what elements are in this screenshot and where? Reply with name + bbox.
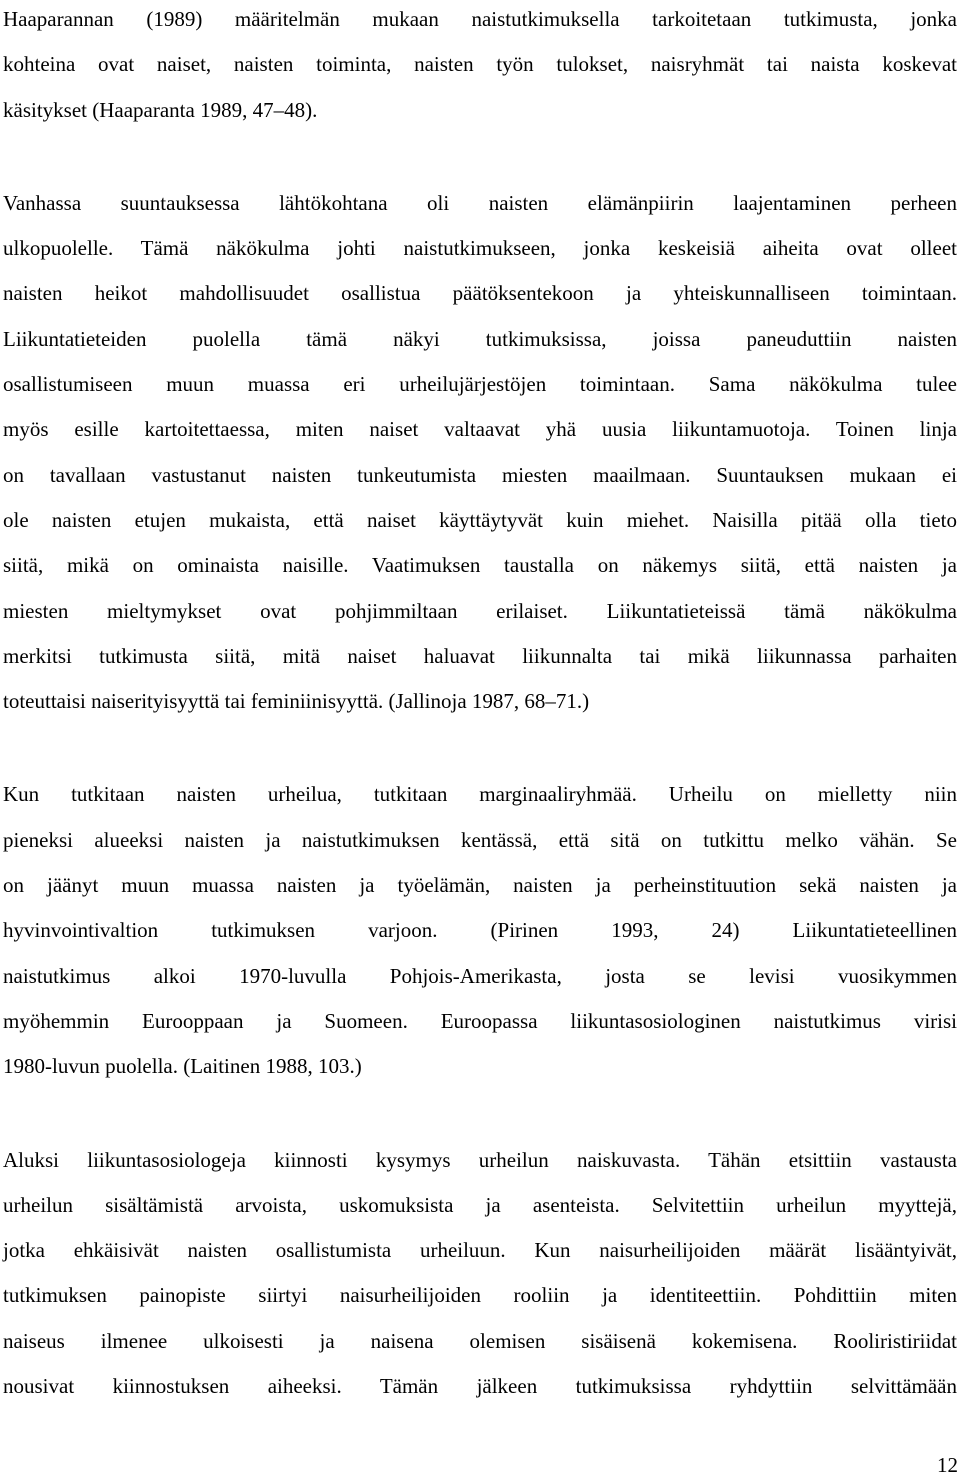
text-line: ulkopuolelle. Tämä näkökulma johti naistutkimukseen, jonka keskeisiä aiheita ovat olleet: [3, 236, 957, 261]
text-line: nousivat kiinnostuksen aiheeksi. Tämän jälkeen tutkimuksissa ryhdyttiin selvittämään: [3, 1374, 957, 1399]
paragraph: [3, 1147, 957, 1419]
text-line: tutkimuksen painopiste siirtyi naisurheilijoiden rooliin ja identiteettiin. Pohdittiin miten: [3, 1283, 957, 1308]
text-line: osallistumiseen muun muassa eri urheilujärjestöjen toimintaan. Sama näkökulma tulee: [3, 372, 957, 397]
text-line: myös esille kartoitettaessa, miten naiset valtaavat yhä uusia liikuntamuotoja. Toinen linja: [3, 417, 957, 442]
page-number: 12: [937, 1453, 958, 1477]
text-line: naisten heikot mahdollisuudet osallistua päätöksentekoon ja yhteiskunnalliseen toimintaan.: [3, 281, 957, 306]
text-line: ole naisten etujen mukaista, että naiset käyttäytyvät kuin miehet. Naisilla pitää olla tieto: [3, 507, 957, 532]
paragraph: [3, 781, 957, 1098]
text-line: on tavallaan vastustanut naisten tunkeutumista miesten maailmaan. Suuntauksen mukaan ei: [3, 462, 957, 487]
text-line: hyvinvointivaltion tutkimuksen varjoon. (Pirinen 1993, 24) Liikuntatieteellinen: [3, 918, 957, 943]
text-line: naiseus ilmenee ulkoisesti ja naisena olemisen sisäisenä kokemisena. Rooliristiriidat: [3, 1328, 957, 1353]
text-line: merkitsi tutkimusta siitä, mitä naiset haluavat liikunnalta tai mikä liikunnassa parhaiten: [3, 643, 957, 668]
paragraph: [3, 6, 957, 142]
paragraph-gap: [3, 1099, 957, 1147]
paragraph-gap: [3, 733, 957, 781]
text-line: Vanhassa suuntauksessa lähtökohtana oli naisten elämänpiirin laajentaminen perheen: [3, 190, 957, 215]
text-line: urheilun sisältämistä arvoista, uskomuksista ja asenteista. Selvitettiin urheilun myyttejä,: [3, 1192, 957, 1217]
text-line: kohteina ovat naiset, naisten toiminta, naisten työn tulokset, naisryhmät tai naista koskevat: [3, 52, 957, 77]
body-text: [3, 6, 957, 1418]
text-line: siitä, mikä on ominaista naisille. Vaatimuksen taustalla on näkemys siitä, että naisten ja: [3, 553, 957, 578]
text-line: Liikuntatieteiden puolella tämä näkyi tutkimuksissa, joissa paneuduttiin naisten: [3, 326, 957, 351]
text-line: Aluksi liikuntasosiologeja kiinnosti kysymys urheilun naiskuvasta. Tähän etsittiin vastausta: [3, 1147, 957, 1172]
text-line: Kun tutkitaan naisten urheilua, tutkitaan marginaaliryhmää. Urheilu on mielletty niin: [3, 782, 957, 807]
text-line: 1980-luvun puolella. (Laitinen 1988, 103.): [3, 1054, 362, 1079]
text-line: Haaparannan (1989) määritelmän mukaan naistutkimuksella tarkoitetaan tutkimusta, jonka: [3, 7, 957, 31]
text-line: naistutkimus alkoi 1970-luvulla Pohjois-Amerikasta, josta se levisi vuosikymmen: [3, 963, 957, 988]
text-line: on jäänyt muun muassa naisten ja työelämän, naisten ja perheinstituution sekä naisten ja: [3, 873, 957, 898]
paragraph: [3, 190, 957, 734]
text-line: myöhemmin Eurooppaan ja Suomeen. Euroopassa liikuntasosiologinen naistutkimus virisi: [3, 1008, 957, 1033]
text-line: toteuttaisi naiserityisyyttä tai feminiinisyyttä. (Jallinoja 1987, 68–71.): [3, 689, 590, 714]
text-line: jotka ehkäisivät naisten osallistumista urheiluun. Kun naisurheilijoiden määrät lisääntyivät,: [3, 1238, 957, 1263]
text-line: käsitykset (Haaparanta 1989, 47–48).: [3, 97, 318, 122]
text-line: pieneksi alueeksi naisten ja naistutkimuksen kentässä, että sitä on tutkittu melko vähän. Se: [3, 827, 957, 852]
text-line: miesten mieltymykset ovat pohjimmiltaan erilaiset. Liikuntatieteissä tämä näkökulma: [3, 598, 957, 623]
paragraph-gap: [3, 142, 957, 190]
